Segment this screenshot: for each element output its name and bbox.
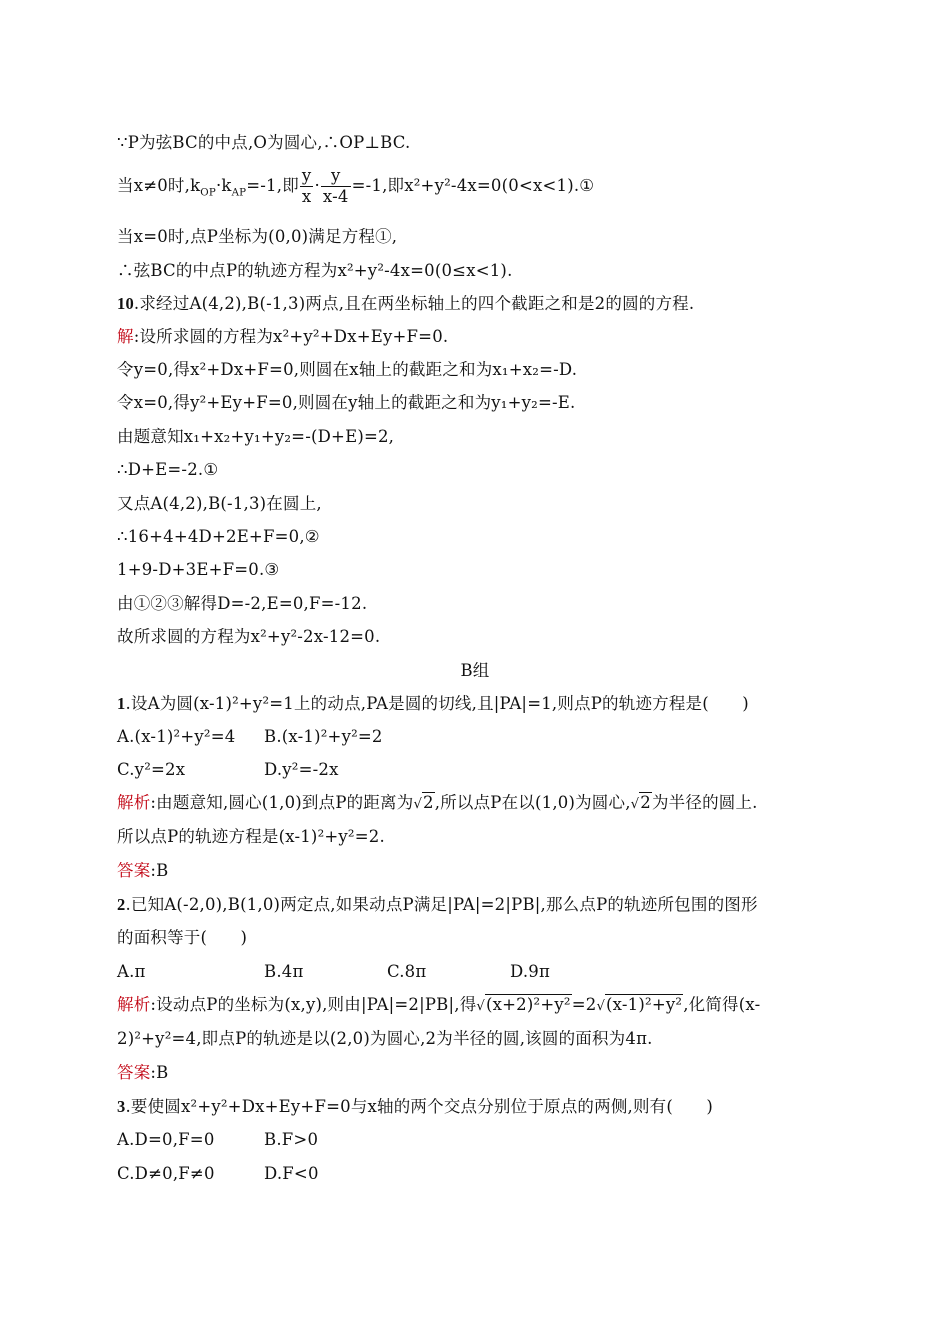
line-2-mid: ·k: [215, 176, 232, 195]
option-c: C.y²=2x: [117, 760, 186, 779]
slope-subscript-ap: AP: [231, 187, 247, 199]
b1-answer: 答案:B: [117, 861, 169, 880]
question-text: .已知A(-2,0),B(1,0)两定点,如果动点P满足|PA|=2|PB|,那么点P的轨迹所包围的图形: [125, 895, 758, 914]
q10-solution-line-7: ∴16+4+4D+2E+F=0,②: [117, 527, 320, 546]
answer-label: 答案: [117, 861, 151, 880]
question-number: 3: [117, 1097, 126, 1116]
q10-solution-line-2: 令y=0,得x²+Dx+F=0,则圆在x轴上的截距之和为x₁+x₂=-D.: [117, 360, 578, 379]
option-c: C.8π: [387, 962, 427, 981]
b2-answer: 答案:B: [117, 1063, 169, 1082]
option-d: D.y²=-2x: [264, 760, 339, 779]
fraction-y-over-x-minus-4: $\frac{y}{x-4}$: [322, 166, 349, 206]
b2-analysis-line-2: 2)²+y²=4,即点P的轨迹是以(2,0)为圆心,2为半径的圆,该圆的面积为4π.: [117, 1029, 653, 1048]
option-a: A.(x-1)²+y²=4: [117, 727, 236, 746]
sqrt-value: 2: [423, 793, 434, 812]
q10-solution-line-3: 令x=0,得y²+Ey+F=0,则圆在y轴上的截距之和为y₁+y₂=-E.: [117, 393, 576, 412]
question-b1: [117, 687, 749, 720]
answer-label: 答案: [117, 1063, 151, 1082]
question-text: .设A为圆(x-1)²+y²=1上的动点,PA是圆的切线,且|PA|=1,则点P的轨迹方程是( ): [125, 694, 749, 713]
option-a: A.D=0,F=0: [117, 1130, 215, 1149]
solution-line-2: [117, 166, 594, 206]
radicand-2: (x-1)²+y²: [606, 995, 683, 1014]
b1-analysis-line-2: 所以点P的轨迹方程是(x-1)²+y²=2.: [117, 827, 385, 846]
option-a: A.π: [117, 962, 146, 981]
q10-solution-line-10: 故所求圆的方程为x²+y²-2x-12=0.: [117, 627, 381, 646]
question-b3: [117, 1090, 713, 1123]
line-2-eq: =-1,即: [246, 176, 299, 195]
sqrt-value: 2: [640, 793, 651, 812]
analysis-label: 解析: [117, 793, 151, 812]
line-2-dot: ·: [314, 176, 320, 195]
question-text: .要使圆x²+y²+Dx+Ey+F=0与x轴的两个交点分别位于原点的两侧,则有( ): [125, 1097, 714, 1116]
analysis-label: 解析: [117, 995, 151, 1014]
q10-solution-line-9: 由①②③解得D=-2,E=0,F=-12.: [117, 594, 368, 613]
line-2-end: =-1,即x²+y²-4x=0(0<x<1).①: [351, 176, 595, 195]
sqrt-icon: √: [630, 797, 640, 812]
slope-subscript-op: OP: [200, 187, 216, 199]
sqrt-icon: √: [413, 797, 423, 812]
q10-solution-line-8: 1+9-D+3E+F=0.③: [117, 560, 280, 579]
solution-line-3: 当x=0时,点P坐标为(0,0)满足方程①,: [117, 227, 398, 246]
sqrt-icon: √: [596, 999, 606, 1014]
q10-solution-line-4: 由题意知x₁+x₂+y₁+y₂=-(D+E)=2,: [117, 427, 395, 446]
solution-line-1: ∵P为弦BC的中点,O为圆心,∴OP⊥BC.: [117, 133, 411, 152]
radicand-1: (x+2)²+y²: [486, 995, 571, 1014]
question-number: 10: [117, 294, 134, 313]
b1-analysis-line-1: 解析:由题意知,圆心(1,0)到点P的距离为√2,所以点P在以(1,0)为圆心,√2为半径的圆上.: [117, 793, 758, 812]
option-b: B.F>0: [264, 1130, 319, 1149]
question-10: [117, 287, 694, 320]
question-number: 2: [117, 895, 126, 914]
fraction-y-over-x: $\frac{y}{x}$: [301, 166, 312, 206]
option-c: C.D≠0,F≠0: [117, 1164, 215, 1183]
q10-solution-line-6: 又点A(4,2),B(-1,3)在圆上,: [117, 494, 322, 513]
option-b: B.(x-1)²+y²=2: [264, 727, 383, 746]
q10-solution-line-5: ∴D+E=-2.①: [117, 460, 219, 479]
solution-label: 解: [117, 327, 134, 346]
question-b2-line-2: 的面积等于( ): [117, 928, 248, 947]
question-number: 1: [117, 694, 126, 713]
solution-line-4: ∴弦BC的中点P的轨迹方程为x²+y²-4x=0(0≤x<1).: [117, 261, 513, 280]
option-b: B.4π: [264, 962, 304, 981]
line-2-start: 当x≠0时,k: [117, 176, 201, 195]
option-d: D.9π: [510, 962, 551, 981]
option-d: D.F<0: [264, 1164, 319, 1183]
question-text: .求经过A(4,2),B(-1,3)两点,且在两坐标轴上的四个截距之和是2的圆的方程.: [133, 294, 695, 313]
b2-analysis-line-1: 解析:设动点P的坐标为(x,y),则由|PA|=2|PB|,得√(x+2)²+y²=2√(x-1)²+y²,化简得(x-: [117, 995, 761, 1014]
q10-solution-line-1: 解:设所求圆的方程为x²+y²+Dx+Ey+F=0.: [117, 327, 449, 346]
group-title: B组: [460, 661, 490, 680]
sqrt-icon: √: [476, 999, 486, 1014]
question-b2: [117, 888, 758, 921]
